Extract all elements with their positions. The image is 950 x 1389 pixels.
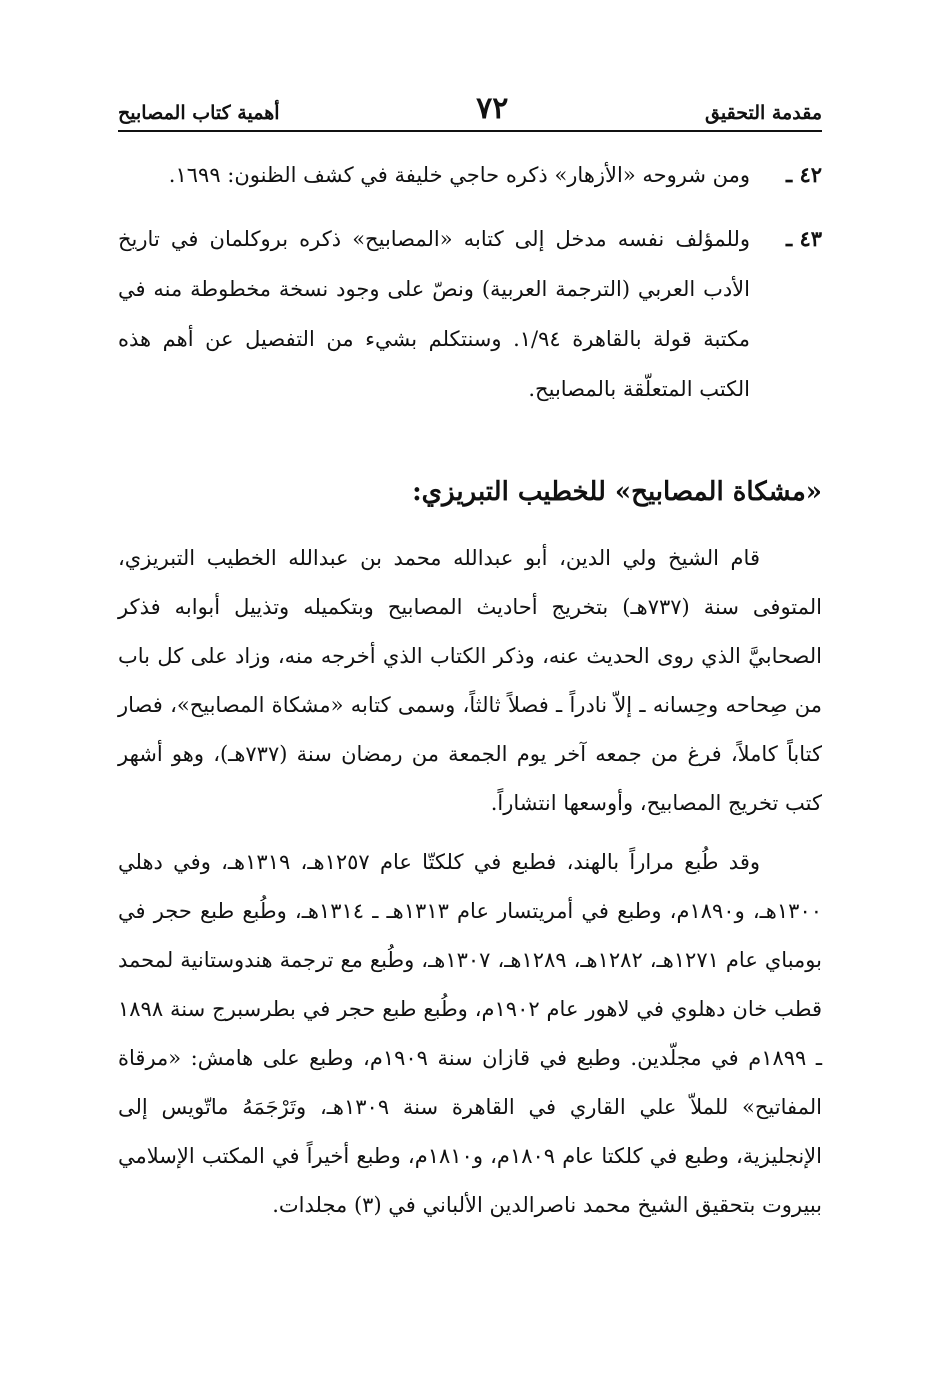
item-number: ٤٢ ـ bbox=[785, 162, 822, 187]
list-item bbox=[118, 150, 822, 200]
page-number: ٧٢ bbox=[476, 91, 509, 126]
list-item bbox=[118, 214, 822, 414]
header-right-title: مقدمة التحقيق bbox=[705, 102, 822, 124]
paragraph: وقد طُبع مراراً بالهند، فطبع في كلكتّا عام ١٢٥٧هـ، ١٣١٩هـ، وفي دهلي ١٣٠٠هـ، و١٨٩٠م، وطبع في أمريتسار عام ١٣١٣هـ ـ ١٣١٤هـ، وطُبع طبع حجر في بومباي عام ١٢٧١هـ، ١٢٨٢هـ، ١٢٨٩هـ، ١٣٠٧هـ، وطُبع مع ترجمة هندوستانية لمحمد قطب خان دهلوي في لاهور عام ١٩٠٢م، وطُبع طبع حجر في بطرسبرج سنة ١٨٩٨ ـ ١٨٩٩م في مجلّدين. وطبع في قازان سنة ١٩٠٩م، وطبع على هامش: «مرقاة المفاتيح» للملاّ علي القاري في القاهرة سنة ١٣٠٩هـ، وتَرْجَمَهُ ماتّويس إلى الإنجليزية، وطبع في كلكتا عام ١٨٠٩م، و١٨١٠م، وطبع أخيراً في المكتب الإسلامي ببيروت بتحقيق الشيخ محمد ناصرالدين الألباني في (٣) مجلدات. bbox=[118, 850, 823, 1217]
page-body bbox=[118, 150, 822, 1230]
paragraph: قام الشيخ ولي الدين، أبو عبدالله محمد بن عبدالله الخطيب التبريزي، المتوفى سنة (٧٣٧هـ) بتخريج أحاديث المصابيح وبتكميله وتذييل أبوابه فذكر الصحابيَّ الذي روى الحديث عنه، وذكر الكتاب الذي أخرجه منه، وزاد على كل باب من صِحاحه وحِسانه ـ إلاّ نادراً ـ فصلاً ثالثاً، وسمى كتابه «مشكاة المصابيح»، فصار كتاباً كاملاً، فرغ من جمعه آخر يوم الجمعة من رمضان سنة (٧٣٧هـ)، وهو أشهر كتب تخريج المصابيح، وأوسعها انتشاراً. bbox=[118, 546, 823, 815]
item-text: وللمؤلف نفسه مدخل إلى كتابه «المصابيح» ذكره بروكلمان في تاريخ الأدب العربي (الترجمة العربية) ونصّ على وجود نسخة مخطوطة منه في مكتبة قولة بالقاهرة ١/٩٤. وسنتكلم بشيء من التفصيل عن أهم هذه الكتب المتعلّقة بالمصابيح. bbox=[118, 227, 750, 401]
section-heading: «مشكاة المصابيح» للخطيب التبريزي: bbox=[412, 477, 822, 507]
item-number: ٤٣ ـ bbox=[785, 226, 822, 251]
header-left-title: أهمية كتاب المصابيح bbox=[118, 102, 280, 124]
item-text: ومن شروحه «الأزهار» ذكره حاجي خليفة في كشف الظنون: ١٦٩٩. bbox=[168, 163, 750, 187]
running-header bbox=[118, 92, 822, 132]
